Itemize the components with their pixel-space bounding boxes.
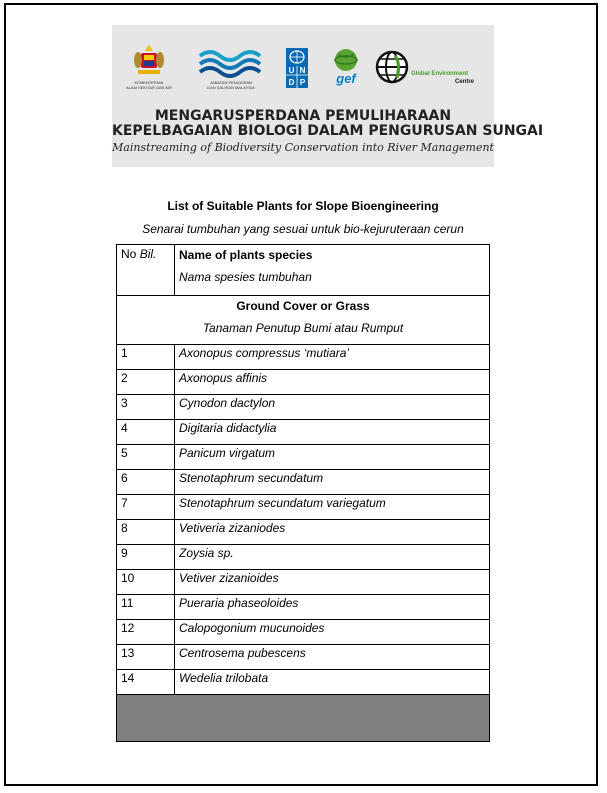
section-title: Ground Cover or Grass: [236, 299, 370, 313]
global-environment-centre-globe-icon: [375, 50, 409, 84]
jps-caption-line1: JABATAN PENGAIRAN: [209, 80, 253, 85]
table-row: [117, 395, 490, 420]
row-number-cell: 7: [117, 495, 175, 520]
table-row: [117, 420, 490, 445]
plant-species-table: [116, 244, 490, 742]
kementerian-caption-line1: KEMENTERIAN: [134, 80, 164, 85]
table-header-row: [117, 245, 490, 296]
svg-text:N: N: [299, 66, 306, 75]
svg-text:gef: gef: [336, 71, 356, 86]
table-filler-row: [117, 695, 490, 742]
table-row: [117, 445, 490, 470]
gec-caption-centre: Centre: [455, 79, 475, 85]
row-number-cell: 2: [117, 370, 175, 395]
table-row: [117, 345, 490, 370]
table-row: [117, 645, 490, 670]
table-row: [117, 370, 490, 395]
row-number-cell: 13: [117, 645, 175, 670]
plant-name-cell: Wedelia trilobata: [175, 670, 490, 695]
table-row: [117, 670, 490, 695]
banner-title-line2: KEPELBAGAIAN BIOLOGI DALAM PENGURUSAN SUNGAI: [112, 123, 544, 139]
header-no-cell: [117, 245, 175, 296]
plant-name-cell: Pueraria phaseoloides: [175, 595, 490, 620]
row-number-cell: 14: [117, 670, 175, 695]
did-water-waves-icon: [198, 46, 266, 80]
gec-caption-environment: Environment: [431, 71, 469, 77]
table-filler-cell: [117, 695, 490, 742]
gef-globe-icon: [328, 46, 364, 86]
table-row: [117, 520, 490, 545]
plant-name-cell: Vetiver zizanioides: [175, 570, 490, 595]
table-row: [117, 545, 490, 570]
plant-name-cell: Digitaria didactylia: [175, 420, 490, 445]
row-number-cell: 3: [117, 395, 175, 420]
plant-name-cell: Stenotaphrum secundatum variegatum: [175, 495, 490, 520]
plant-name-cell: Panicum virgatum: [175, 445, 490, 470]
header-name-cell: [175, 245, 490, 296]
plant-name-cell: Zoysia sp.: [175, 545, 490, 570]
plant-name-cell: Stenotaphrum secundatum: [175, 470, 490, 495]
document-subtitle: Senarai tumbuhan yang sesuai untuk bio-kejuruteraan cerun: [142, 222, 464, 236]
kementerian-caption-line2: ALAM SEKITAR DAN AIR: [126, 85, 172, 90]
row-number-cell: 12: [117, 620, 175, 645]
row-number-cell: 11: [117, 595, 175, 620]
svg-text:U: U: [288, 66, 295, 75]
banner-title-line1: MENGARUSPERDANA PEMULIHARAAN: [154, 108, 452, 124]
table-row: [117, 595, 490, 620]
plant-name-cell: Cynodon dactylon: [175, 395, 490, 420]
kementerian-caption: [124, 80, 174, 90]
row-number-cell: 10: [117, 570, 175, 595]
header-name-label-ms: Nama spesies tumbuhan: [179, 270, 312, 284]
plant-name-cell: Centrosema pubescens: [175, 645, 490, 670]
section-header-cell: [117, 296, 490, 345]
svg-text:P: P: [299, 78, 306, 87]
jps-caption: [200, 80, 262, 90]
plant-name-cell: Axonopus compressus ‘mutiara’: [175, 345, 490, 370]
row-number-cell: 9: [117, 545, 175, 570]
malaysia-coat-of-arms-icon: [132, 44, 166, 78]
document-title: List of Suitable Plants for Slope Bioengineering: [167, 199, 439, 213]
section-header-row: [117, 296, 490, 345]
row-number-cell: 5: [117, 445, 175, 470]
plant-name-cell: Axonopus affinis: [175, 370, 490, 395]
banner-subtitle: Mainstreaming of Biodiversity Conservation into River Management: [112, 141, 494, 154]
header-name-label: Name of plants species: [179, 248, 313, 262]
table-row: [117, 570, 490, 595]
gec-caption-global: Global: [411, 71, 432, 77]
plant-name-cell: Calopogonium mucunoides: [175, 620, 490, 645]
row-number-cell: 4: [117, 420, 175, 445]
table-row: [117, 495, 490, 520]
undp-logo-icon: [286, 48, 308, 88]
svg-text:D: D: [288, 78, 295, 87]
gec-caption: [411, 70, 474, 86]
table-row: [117, 470, 490, 495]
section-title-ms: Tanaman Penutup Bumi atau Rumput: [202, 321, 404, 335]
row-number-cell: 8: [117, 520, 175, 545]
row-number-cell: 1: [117, 345, 175, 370]
jps-caption-line2: DAN SALIRAN MALAYSIA: [207, 85, 255, 90]
table-row: [117, 620, 490, 645]
header-no-label-italic: Bil.: [139, 247, 157, 261]
header-no-label: No: [121, 247, 140, 261]
plant-name-cell: Vetiveria zizaniodes: [175, 520, 490, 545]
row-number-cell: 6: [117, 470, 175, 495]
